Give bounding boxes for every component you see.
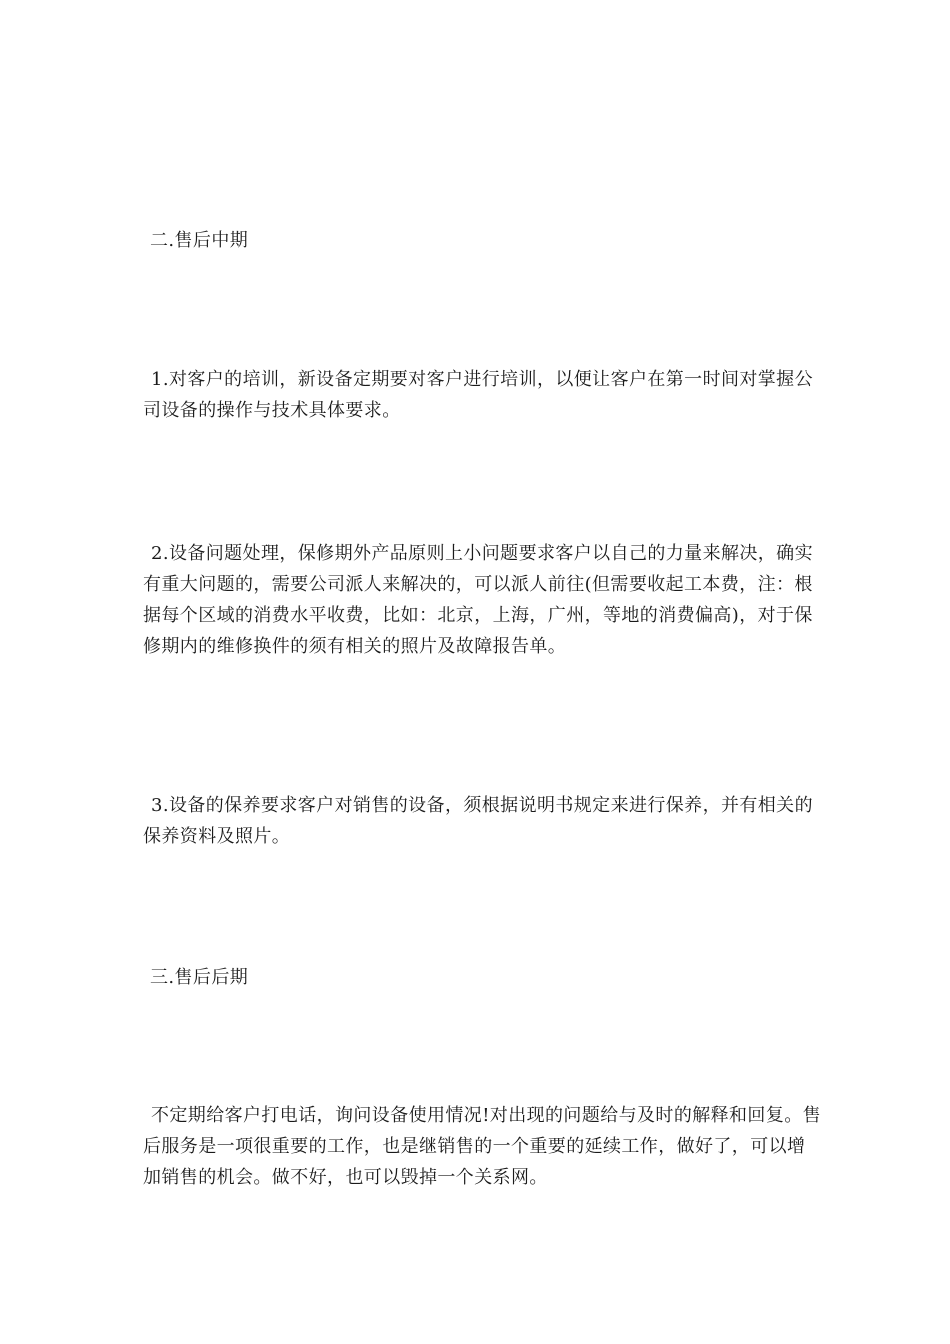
paragraph-follow-up: 不定期给客户打电话，询问设备使用情况!对出现的问题给与及时的解释和回复。售后服务是一项很重要的工作，也是继销售的一个重要的延续工作，做好了，可以增加销售的机会。做不好，也可以毁掉一个关系网。 bbox=[143, 1105, 822, 1188]
paragraph-item-1-training: 1.对客户的培训，新设备定期要对客户进行培训，以便让客户在第一时间对掌握公司设备的操作与技术具体要求。 bbox=[143, 369, 813, 421]
paragraph-item-2-problem-handling: 2.设备问题处理，保修期外产品原则上小问题要求客户以自己的力量来解决，确实有重大问题的，需要公司派人来解决的，可以派人前往(但需要收起工本费，注：根据每个区域的消费水平收费，比如：北京，上海，广州，等地的消费偏高)，对于保修期内的维修换件的须有相关的照片及故障报告单。 bbox=[143, 543, 813, 657]
paragraph-item-3-maintenance: 3.设备的保养要求客户对销售的设备，须根据说明书规定来进行保养，并有相关的保养资料及照片。 bbox=[143, 795, 813, 847]
section-heading-mid-term: 二.售后中期 bbox=[150, 230, 249, 251]
section-heading-late-term: 三.售后后期 bbox=[150, 967, 249, 988]
